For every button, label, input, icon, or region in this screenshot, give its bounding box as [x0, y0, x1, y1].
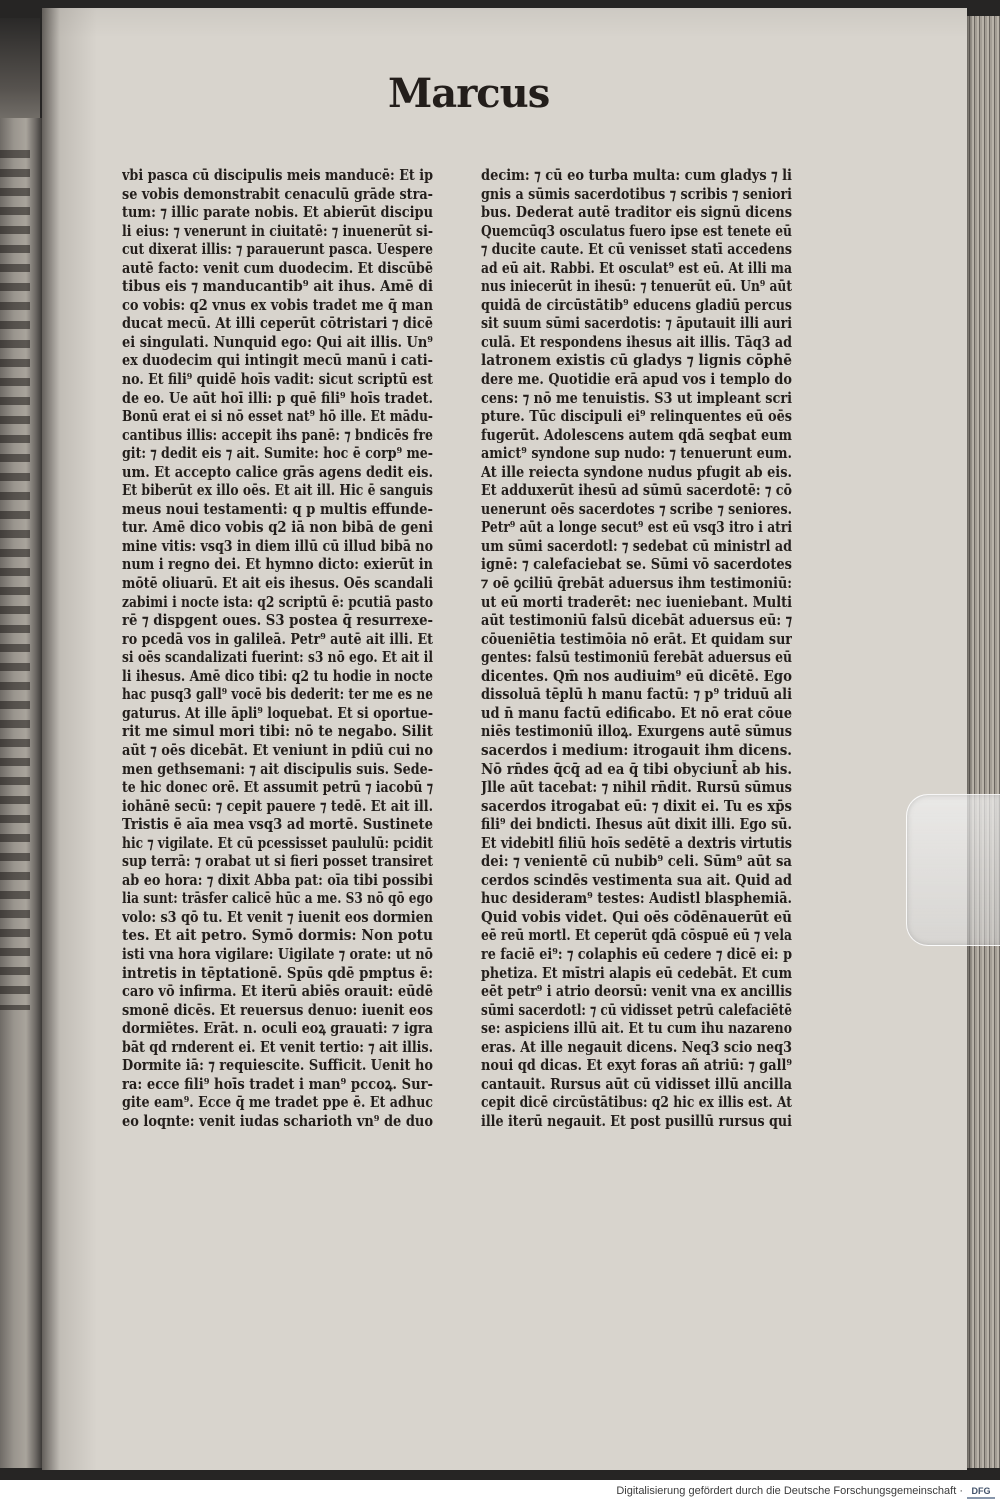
text-line-content: te hic donec orē. Et assumit petrū ⁊ iacobū ⁊ — [122, 778, 433, 797]
text-line-content: Quid vobis videt. Qui oēs cōdēnauerūt eū — [481, 907, 792, 926]
text-line — [122, 704, 433, 723]
text-line-content: eēt petr⁹ i atrio deorsū: venit vna ex ancillis — [481, 982, 792, 1001]
text-line — [122, 1056, 433, 1075]
text-line — [481, 871, 792, 890]
text-line-content: vbi pasca cū discipulis meis manducē: Et ip — [122, 166, 433, 184]
text-line — [481, 240, 792, 259]
text-line-content: aūt ⁊ oēs dicebāt. Et veniunt in pdiū cui no — [122, 740, 433, 759]
text-line — [481, 518, 792, 537]
text-line-content: eras. At ille negauit dicens. Neq3 scio neq3 — [481, 1037, 792, 1056]
text-line-content: git: ⁊ dedit eis ⁊ ait. Sumite: hoc ē corp⁹ me- — [122, 444, 433, 463]
text-line-content: men gethsemani: ⁊ ait discipulis suis. Sede- — [122, 759, 433, 778]
text-line — [481, 500, 792, 519]
text-line-content: ducat mecū. At illi ceperūt cōtristari ⁊ dicē — [122, 314, 433, 333]
text-line-content: autē facto: venit cum duodecim. Et discūbē — [122, 258, 433, 277]
text-line-content: ex duodecim qui intingit mecū manū i cati- — [122, 351, 433, 370]
text-line-content: eē reū mortl. Et ceperūt qdā cōspuē eū ⁊ vela — [481, 926, 792, 945]
text-line-content: hac pusq3 gall⁹ vocē bis dederit: ter me es ne — [122, 685, 433, 704]
text-line-content: caro vō infirma. Et iterū abiēs orauit: eūdē — [122, 982, 433, 1001]
text-line-content: sit suum sūmi sacerdotis: ⁊ āputauit illi auri — [481, 314, 792, 333]
text-line — [122, 203, 433, 222]
text-line-content: dormiētes. Erāt. n. oculi eoꝝ grauati: ⁊ igra — [122, 1019, 433, 1038]
text-line — [122, 185, 433, 204]
text-line — [481, 277, 792, 296]
text-line — [481, 815, 792, 834]
text-line-content: uenerunt oēs sacerdotes ⁊ scribe ⁊ seniores. — [481, 499, 792, 518]
text-line — [122, 1112, 433, 1131]
text-line — [122, 685, 433, 704]
text-line-content: se vobis demonstrabit cenaculū grāde stra- — [122, 184, 433, 203]
text-line — [481, 945, 792, 964]
text-line-content: niēs testimoniū illoꝝ. Exurgens autē sūmus — [481, 722, 792, 741]
text-line-content: Bonū erat ei si nō esset nat⁹ hō ille. Et mādu- — [122, 407, 433, 426]
text-line-content: ut eū morti traderēt: nec iueniebant. Multi — [481, 592, 792, 611]
text-line-content: tum: ⁊ illic parate nobis. Et abierūt discipu — [122, 203, 433, 222]
text-line-content: um. Et accepto calice grās agens dedit eis. — [122, 462, 433, 481]
text-line-content: dei: ⁊ venientē cū nubib⁹ celi. Sūm⁹ aūt sa — [481, 852, 792, 871]
text-line — [122, 760, 433, 779]
text-line-content: um sūmi sacerdotl: ⁊ sedebat cū ministrl ad — [481, 536, 792, 555]
text-line — [481, 166, 792, 185]
text-line-content: smonē dicēs. Et reuersus denuo: iuenit eos — [122, 1000, 433, 1019]
text-line — [481, 1112, 792, 1131]
text-line — [122, 222, 433, 241]
text-line — [122, 351, 433, 370]
text-line — [481, 908, 792, 927]
text-line-content: sacerdos itrogabat eū: ⁊ dixit ei. Tu es xp̄s — [481, 796, 792, 815]
text-line-content: dissoluā tēplū h manu factū: ⁊ p⁹ triduū ali — [481, 685, 792, 704]
text-line-content: noui qd dicas. Et exyt foras añ atriū: ⁊ gall⁹ — [481, 1056, 792, 1075]
text-line-content: Et videbitl filiū hoīs sedētē a dextris virtutis — [481, 833, 792, 852]
text-line-content: intretis in tēptationē. Spūs qdē pmptus ē: — [122, 963, 433, 982]
text-line — [122, 370, 433, 389]
text-line-content: zabimi i nocte ista: q2 scriptū ē: pcutiā pasto — [122, 592, 433, 611]
text-line-content: nus iniecerūt in ihesū: ⁊ tenuerūt eū. Un⁹ aūt — [481, 277, 792, 296]
text-line — [481, 630, 792, 649]
text-line-content: Et adduxerūt ihesū ad sūmū sacerdotē: ⁊ cō — [481, 481, 792, 500]
text-line-content: tibus eis ⁊ manducantib⁹ ait ihus. Amē di — [122, 277, 433, 296]
text-line — [481, 1001, 792, 1020]
text-line — [122, 630, 433, 649]
text-line — [122, 537, 433, 556]
text-line-content: fugerūt. Adolescens autem qdā seqbat eum — [481, 425, 792, 444]
text-line — [481, 1093, 792, 1112]
text-line — [122, 815, 433, 834]
text-line-content: mōtē oliuarū. Et ait eis ihesus. Oēs scandali — [122, 574, 433, 593]
text-line — [481, 314, 792, 333]
text-line-content: Tristis ē aīa mea vsq3 ad mortē. Sustinete — [122, 815, 433, 834]
text-line — [481, 555, 792, 574]
text-line-content: decim: ⁊ cū eo turba multa: cum gladys ⁊ li — [481, 166, 792, 184]
text-line — [481, 426, 792, 445]
text-line-content: gaturus. At ille āpli⁹ loquebat. Et si oportue- — [122, 703, 433, 722]
text-line — [122, 1019, 433, 1038]
text-line — [122, 1001, 433, 1020]
text-line-content: sacerdos i medium: itrogauit ihm dicens. — [481, 740, 792, 759]
text-line-content: bus. Dederat autē traditor eis signū dicens — [481, 203, 792, 222]
text-line — [122, 964, 433, 983]
text-line — [122, 982, 433, 1001]
text-line-content: mine vitis: vsq3 in diem illū cū illud bibā no — [122, 536, 433, 555]
funding-credit: Digitalisierung gefördert durch die Deutsche Forschungsgemeinschaft · — [616, 1485, 963, 1497]
text-line-content: ⁊ oē ꝯciliū q̄rebāt aduersus ihm testimoniū: — [481, 574, 792, 593]
text-line-content: gnis a sūmis sacerdotibus ⁊ scribis ⁊ seniori — [481, 184, 792, 203]
text-line-content: eo loqnte: venit iudas scharioth vn⁹ de duo — [122, 1111, 433, 1130]
text-line — [481, 964, 792, 983]
text-line — [481, 481, 792, 500]
text-line — [122, 444, 433, 463]
text-line-content: dere me. Quotidie erā apud vos i templo do — [481, 370, 792, 389]
text-line-content: li ihesus. Amē dico tibi: q2 tu hodie in nocte — [122, 666, 433, 685]
text-line — [481, 407, 792, 426]
text-line — [122, 722, 433, 741]
text-line-content: cantibus illis: accepit ihs panē: ⁊ bndicēs fre — [122, 425, 433, 444]
text-line-content: se: aspiciens illū ait. Et tu cum ihu nazareno — [481, 1019, 792, 1038]
page-clip — [906, 794, 1000, 946]
text-line-content: latronem existis cū gladys ⁊ lignis cōphē — [481, 351, 792, 370]
left-column — [122, 166, 433, 1130]
text-line-content: ⁊ ducite caute. Et cū venisset statī accedens — [481, 240, 792, 259]
text-line — [481, 296, 792, 315]
text-line — [122, 333, 433, 352]
text-line-content: phetiza. Et mīstri alapis eū cedebāt. Et cum — [481, 963, 792, 982]
text-line — [122, 871, 433, 890]
text-line — [122, 667, 433, 686]
text-line — [122, 296, 433, 315]
text-line — [122, 407, 433, 426]
text-line-content: cens: ⁊ nō me tenuistis. S3 ut impleant scri — [481, 388, 792, 407]
text-line — [481, 760, 792, 779]
text-line-content: cantauit. Rursus aūt cū vidisset illū ancilla — [481, 1074, 792, 1093]
text-line-content: dicentes. Qm̄ nos audiuim⁹ eū dicētē. Ego — [481, 666, 792, 685]
text-line-content: At ille reiecta syndone nudus pfugit ab eis. — [481, 462, 792, 481]
text-line-content: huc desideram⁹ testes: Audistl blasphemiā. — [481, 889, 792, 908]
text-line-content: li eius: ⁊ venerunt in ciuitatē: ⁊ inuenerūt si- — [122, 221, 433, 240]
footer-bar — [0, 1480, 1000, 1504]
dfg-logo: DFG — [967, 1484, 995, 1499]
text-line — [122, 611, 433, 630]
previous-page-text-fragments — [0, 150, 30, 1010]
text-line — [122, 555, 433, 574]
text-line — [122, 797, 433, 816]
text-line-content: hic ⁊ vigilate. Et cū pcessisset paululū: pcidit — [122, 833, 433, 852]
text-line — [122, 889, 433, 908]
text-line — [481, 926, 792, 945]
text-line — [122, 593, 433, 612]
text-line-content: Nō rn̄des q̄cq̄ ad ea q̄ tibi obyciunt̄ ab his. — [481, 759, 792, 778]
text-line-content: tes. Et ait petro. Symō dormis: Non potu — [122, 926, 433, 945]
text-line-content: culā. Et respondens ihesus ait illis. Tāq3 ad — [481, 332, 792, 351]
text-line — [481, 722, 792, 741]
text-line-content: meus noui testamenti: q p multis effunde- — [122, 499, 433, 518]
text-line — [481, 185, 792, 204]
text-line — [481, 834, 792, 853]
text-line — [481, 685, 792, 704]
text-line — [122, 1075, 433, 1094]
text-line — [122, 389, 433, 408]
text-line-content: ignē: ⁊ calefaciebat se. Sūmi vō sacerdotes — [481, 555, 792, 574]
text-line — [481, 852, 792, 871]
text-line-content: num i regno dei. Et hymno dicto: exierūt in — [122, 555, 433, 574]
right-column — [481, 166, 792, 1130]
text-line — [481, 574, 792, 593]
text-line — [481, 259, 792, 278]
text-line — [122, 852, 433, 871]
running-head: Marcus — [388, 70, 550, 117]
text-line-content: rit me simul mori tibi: nō te negabo. Silit — [122, 722, 433, 741]
text-line — [122, 926, 433, 945]
text-line-content: de eo. Ue aūt hoī illi: p quē fili⁹ hoīs tradet. — [122, 388, 433, 407]
text-line — [122, 518, 433, 537]
text-line — [481, 203, 792, 222]
text-line — [481, 797, 792, 816]
text-line — [481, 370, 792, 389]
text-line-content: no. Et fili⁹ quidē hoīs vadit: sicut scriptū est — [122, 370, 433, 389]
text-line-content: ad eū ait. Rabbi. Et osculat⁹ est eū. At illi ma — [481, 258, 792, 277]
text-line — [481, 889, 792, 908]
text-line-content: Et biberūt ex illo oēs. Et ait ill. Hic ē sanguis — [122, 481, 433, 500]
text-line-content: sup terrā: ⁊ orabat ut si fieri posset transiret — [122, 852, 433, 871]
text-line — [481, 982, 792, 1001]
text-line — [481, 1056, 792, 1075]
text-line — [122, 500, 433, 519]
text-line — [481, 1075, 792, 1094]
text-line — [122, 908, 433, 927]
text-line — [122, 314, 433, 333]
text-line — [481, 351, 792, 370]
text-line — [122, 648, 433, 667]
text-line-content: amict⁹ syndone sup nudo: ⁊ tenuerunt eum. — [481, 444, 792, 463]
text-line-content: bāt qd rnderent ei. Et venit tertio: ⁊ ait illis. — [122, 1037, 433, 1056]
text-line — [481, 1038, 792, 1057]
text-line-content: sūmi sacerdotl: ⁊ cū vidisset petrū calefaciētē — [481, 1000, 792, 1019]
text-line — [481, 537, 792, 556]
text-line — [122, 945, 433, 964]
text-line-content: iohānē secū: ⁊ cepit pauere ⁊ tedē. Et ait ill. — [122, 796, 433, 815]
text-line — [481, 667, 792, 686]
text-line-content: Quemcūq3 osculatus fuero ipse est tenete eū — [481, 221, 792, 240]
text-line — [122, 834, 433, 853]
text-line-content: ra: ecce fili⁹ hoīs tradet i man⁹ pccoꝝ. Sur- — [122, 1074, 433, 1093]
text-line-content: rē ⁊ dispgent oues. S3 postea q̄ resurrexe- — [122, 611, 433, 630]
text-line-content: pture. Tūc discipuli ei⁹ relinquentes eū oēs — [481, 407, 792, 426]
text-line — [122, 1038, 433, 1057]
text-line — [122, 426, 433, 445]
text-line-content: co vobis: q2 vnus ex vobis tradet me q̄ man — [122, 295, 433, 314]
text-line-content: Dormite iā: ⁊ requiescite. Sufficit. Uenit ho — [122, 1056, 433, 1075]
text-line — [481, 389, 792, 408]
text-line — [481, 611, 792, 630]
text-line-content: ei singulati. Nunquid ego: Qui ait illis. Un⁹ — [122, 332, 433, 351]
text-line-content: cepit dicē circūstātibus: q2 hic ex illis est. At — [481, 1093, 792, 1112]
text-line — [481, 648, 792, 667]
text-line-content: gite eam⁹. Ecce q̄ me tradet ppe ē. Et adhuc — [122, 1093, 433, 1112]
text-line-content: aūt testimoniū falsū dicebāt aduersus eū: ⁊ — [481, 611, 792, 630]
text-line-content: volo: s3 qō tu. Et venit ⁊ iuenit eos dormien — [122, 907, 433, 926]
text-line-content: Jlle aūt tacebat: ⁊ nihil rn̄dit. Rursū sūmus — [481, 778, 792, 797]
text-line — [122, 166, 433, 185]
text-line — [122, 240, 433, 259]
text-line — [481, 333, 792, 352]
text-line — [122, 1093, 433, 1112]
text-line-content: fili⁹ dei bndicti. Ihesus aūt dixit illi. Ego sū. — [481, 815, 792, 834]
text-line — [481, 778, 792, 797]
text-line — [481, 444, 792, 463]
text-line — [122, 574, 433, 593]
text-line-content: si oēs scandalizati fuerint: s3 nō ego. Et ait il — [122, 648, 433, 667]
text-line-content: cōueniētia testimōia nō erāt. Et quidam sur — [481, 629, 792, 648]
text-line-content: cut dixerat illis: ⁊ parauerunt pasca. Uespere — [122, 240, 433, 259]
text-line — [122, 481, 433, 500]
text-line-content: tur. Amē dico vobis q2 iā non bibā de geni — [122, 518, 433, 537]
text-line-content: quidā de circūstātib⁹ educens gladiū percus — [481, 295, 792, 314]
text-line — [122, 277, 433, 296]
text-line — [481, 463, 792, 482]
text-line — [122, 259, 433, 278]
text-line-content: cerdos scindēs vestimenta sua ait. Quid ad — [481, 870, 792, 889]
text-line-content: ab eo hora: ⁊ dixit Abba pat: oīa tibi possibi — [122, 870, 433, 889]
text-line — [122, 778, 433, 797]
text-line — [481, 704, 792, 723]
text-line — [481, 1019, 792, 1038]
text-line-content: gentes: falsū testimoniū ferebāt aduersus eū — [481, 648, 792, 667]
text-line — [481, 741, 792, 760]
page-fore-edge — [967, 16, 1000, 1468]
text-line-content: ro pcedā vos in galileā. Petr⁹ autē ait illi. Et — [122, 629, 433, 648]
text-line-content: lia sunt: trāsfer calicē hūc a me. S3 nō qō ego — [122, 889, 433, 908]
text-line-content: ud n̄ manu factū edificabo. Et nō erat cōue — [481, 703, 792, 722]
text-line-content: isti vna hora vigilare: Uigilate ⁊ orate: ut nō — [122, 944, 433, 963]
text-line — [122, 741, 433, 760]
text-line-content: ille iterū negauit. Et post pusillū rursus qui — [481, 1111, 792, 1130]
text-line-content: Petr⁹ aūt a longe secut⁹ est eū vsq3 itro i atri — [481, 518, 792, 537]
text-line — [481, 222, 792, 241]
previous-page-corner — [0, 18, 40, 128]
text-line-content: re faciē ei⁹: ⁊ colaphis eū cedere ⁊ dicē ei: p — [481, 944, 792, 963]
text-line — [481, 593, 792, 612]
text-line — [122, 463, 433, 482]
